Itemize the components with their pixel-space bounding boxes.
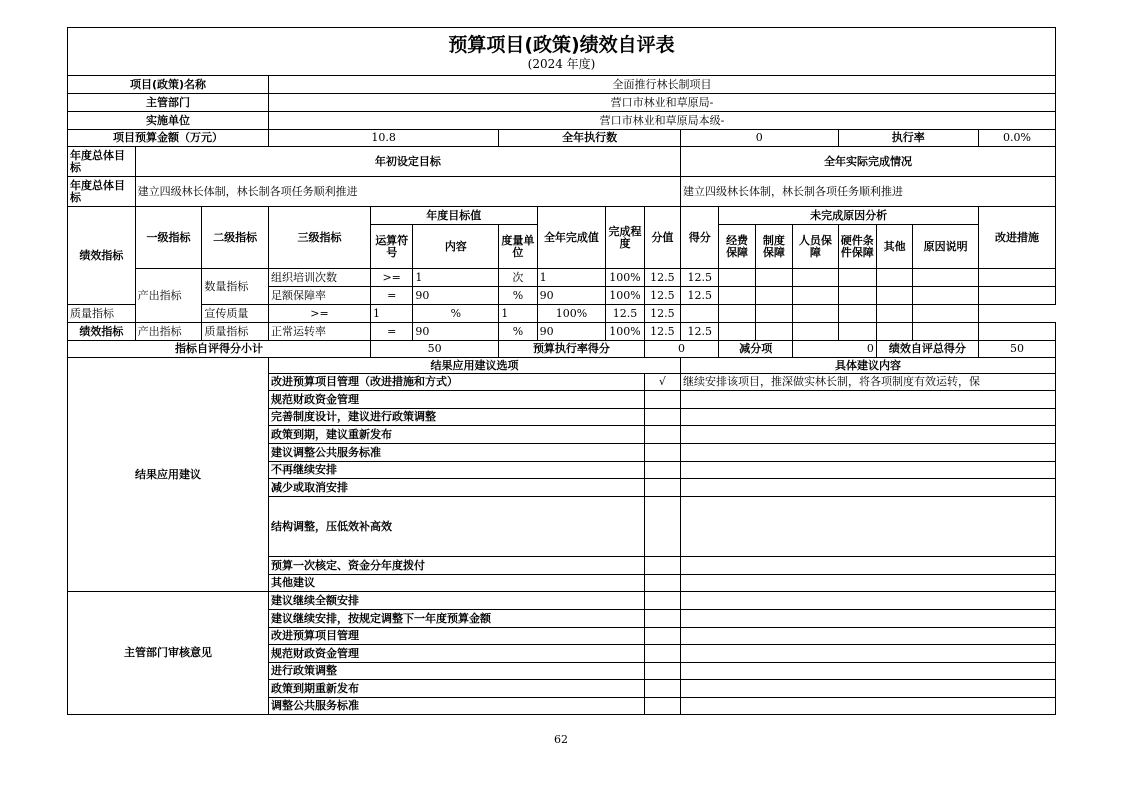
indicator-got: 12.5: [681, 287, 719, 305]
perf-h-got: 得分: [681, 207, 719, 269]
perf-h-op: 运算符号: [370, 225, 412, 269]
executed-label: 全年执行数: [499, 130, 681, 147]
apply-check: [644, 409, 680, 426]
indicator-got: 12.5: [644, 305, 680, 323]
budget-label: 项目预算金额（万元）: [68, 130, 269, 147]
review-label: 主管部门审核意见: [68, 592, 269, 715]
apply-check: [644, 557, 680, 575]
indicator-unit: %: [499, 323, 537, 341]
indicator-content: 1: [413, 269, 499, 287]
subtotal-label: 指标自评得分小计: [68, 341, 371, 358]
perf-h-l3: 三级指标: [268, 207, 370, 269]
indicator-op: >=: [268, 305, 370, 323]
reason-group-header: 未完成原因分析: [719, 207, 979, 225]
table-row: [68, 269, 1056, 287]
indicator-unit: 次: [499, 269, 537, 287]
rate-label: 执行率: [838, 130, 978, 147]
apply-label: 结果应用建议: [68, 358, 269, 592]
apply-content: [681, 479, 1056, 497]
apply-content-header: 具体建议内容: [681, 358, 1056, 374]
perf-h-r5: 其他: [876, 225, 912, 269]
indicator-score: 12.5: [606, 305, 644, 323]
apply-check: [644, 462, 680, 479]
total-value: 50: [978, 341, 1055, 358]
deduct-label: 减分项: [719, 341, 793, 358]
indicator-unit: %: [413, 305, 499, 323]
self-evaluation-form: [67, 27, 1056, 715]
indicator-degree: 100%: [537, 305, 606, 323]
list-item: [68, 592, 1056, 610]
indicator-l2: 数量指标: [202, 269, 269, 305]
apply-option: 政策到期，建议重新发布: [268, 426, 644, 444]
apply-check: [644, 444, 680, 462]
form-year: (2024 年度): [527, 56, 596, 71]
unit-value: 营口市林业和草原局本级-: [268, 112, 1055, 130]
apply-option: 完善制度设计，建议进行政策调整: [268, 409, 644, 426]
indicator-degree: 100%: [606, 323, 644, 341]
table-row: [68, 305, 1056, 323]
apply-content: [681, 497, 1056, 557]
review-option: 政策到期重新发布: [268, 680, 644, 698]
apply-option: 建议调整公共服务标准: [268, 444, 644, 462]
indicator-op: >=: [370, 269, 412, 287]
goals-row-label: 年度总体目标: [68, 177, 136, 207]
indicator-l2: 质量指标: [202, 323, 269, 341]
rate-value: 0.0%: [978, 130, 1055, 147]
perf-h-r6: 原因说明: [913, 225, 979, 269]
indicator-actual: 90: [537, 323, 606, 341]
table-row: [68, 323, 1056, 341]
total-label: 绩效自评总得分: [876, 341, 978, 358]
apply-content: [681, 444, 1056, 462]
perf-h-r3: 人员保障: [793, 225, 838, 269]
indicator-l3: 组织培训次数: [268, 269, 370, 287]
perf-h-r1: 经费保障: [719, 225, 755, 269]
indicator-l3: 足额保障率: [268, 287, 370, 305]
apply-content: [681, 575, 1056, 592]
initial-goal-text: 建立四级林长体制，林长制各项任务顺利推进: [135, 177, 680, 207]
indicator-l2: 质量指标: [68, 305, 136, 323]
apply-option: 不再继续安排: [268, 462, 644, 479]
apply-check: [644, 575, 680, 592]
page-number: 62: [554, 733, 568, 746]
apply-check: [644, 391, 680, 409]
apply-content: [681, 426, 1056, 444]
goals-label: 年度总体目标: [68, 147, 136, 177]
form-header: [68, 28, 1056, 76]
indicator-content: 90: [413, 287, 499, 305]
executed-value: 0: [681, 130, 839, 147]
apply-content: 继续安排该项目，推深做实林长制，将各项制度有效运转，保: [681, 374, 1056, 391]
apply-option: 预算一次核定、资金分年度拨付: [268, 557, 644, 575]
indicator-degree: 100%: [606, 287, 644, 305]
project-name-label: 项目(政策)名称: [68, 76, 269, 94]
apply-option: 其他建议: [268, 575, 644, 592]
indicator-got: 12.5: [681, 269, 719, 287]
budget-value: 10.8: [268, 130, 498, 147]
indicator-actual: 90: [537, 287, 606, 305]
perf-label: 绩效指标: [68, 207, 136, 305]
dept-label: 主管部门: [68, 94, 269, 112]
review-option: 建议继续安排，按规定调整下一年度预算金额: [268, 610, 644, 628]
indicator-got: 12.5: [681, 323, 719, 341]
indicator-score: 12.5: [644, 323, 680, 341]
apply-options-header: 结果应用建议选项: [268, 358, 680, 374]
perf-h-improve: 改进措施: [978, 207, 1055, 269]
perf-h-content: 内容: [413, 225, 499, 269]
indicator-score: 12.5: [644, 269, 680, 287]
indicator-actual: 1: [537, 269, 606, 287]
subtotal-value: 50: [370, 341, 498, 358]
actual-goal-header: 全年实际完成情况: [681, 147, 1056, 177]
review-option: 调整公共服务标准: [268, 698, 644, 715]
review-option: 建议继续全额安排: [268, 592, 644, 610]
apply-content: [681, 557, 1056, 575]
apply-option: 规范财政资金管理: [268, 391, 644, 409]
indicator-actual: 1: [499, 305, 537, 323]
dept-value: 营口市林业和草原局-: [268, 94, 1055, 112]
indicator-op: =: [370, 287, 412, 305]
actual-goal-text: 建立四级林长体制，林长制各项任务顺利推进: [681, 177, 1056, 207]
indicator-content: 1: [370, 305, 412, 323]
apply-content: [681, 409, 1056, 426]
apply-option: 改进预算项目管理（改进措施和方式）: [268, 374, 644, 391]
form-title: 预算项目(政策)绩效自评表: [448, 33, 675, 56]
indicator-op: =: [370, 323, 412, 341]
indicator-l0: 绩效指标: [68, 323, 136, 341]
perf-h-r2: 制度保障: [755, 225, 792, 269]
perf-h-score: 分值: [644, 207, 680, 269]
indicator-l1: 产出指标: [135, 323, 202, 341]
perf-h-unit: 度量单位: [499, 225, 537, 269]
unit-label: 实施单位: [68, 112, 269, 130]
perf-h-l1: 一级指标: [135, 207, 202, 269]
initial-goal-header: 年初设定目标: [135, 147, 680, 177]
apply-check: √: [644, 374, 680, 391]
perf-h-r4: 硬件条件保障: [838, 225, 876, 269]
indicator-l3: 宣传质量: [202, 305, 269, 323]
review-option: 改进预算项目管理: [268, 628, 644, 645]
indicator-score: 12.5: [644, 287, 680, 305]
apply-check: [644, 497, 680, 557]
apply-check: [644, 426, 680, 444]
project-name: 全面推行林长制项目: [268, 76, 1055, 94]
apply-content: [681, 462, 1056, 479]
indicator-unit: %: [499, 287, 537, 305]
exec-score-value: 0: [644, 341, 719, 358]
deduct-value: 0: [793, 341, 877, 358]
perf-h-actual: 全年完成值: [537, 207, 606, 269]
apply-check: [644, 479, 680, 497]
exec-score-label: 预算执行率得分: [499, 341, 644, 358]
apply-content: [681, 391, 1056, 409]
indicator-content: 90: [413, 323, 499, 341]
review-option: 规范财政资金管理: [268, 645, 644, 663]
perf-h-l2: 二级指标: [202, 207, 269, 269]
indicator-l3: 正常运转率: [268, 323, 370, 341]
indicator-l1: 产出指标: [135, 269, 202, 323]
apply-option: 减少或取消安排: [268, 479, 644, 497]
apply-option: 结构调整，压低效补高效: [268, 497, 644, 557]
indicator-degree: 100%: [606, 269, 644, 287]
perf-h-degree: 完成程度: [606, 207, 644, 269]
target-group-header: 年度目标值: [370, 207, 537, 225]
review-option: 进行政策调整: [268, 663, 644, 680]
